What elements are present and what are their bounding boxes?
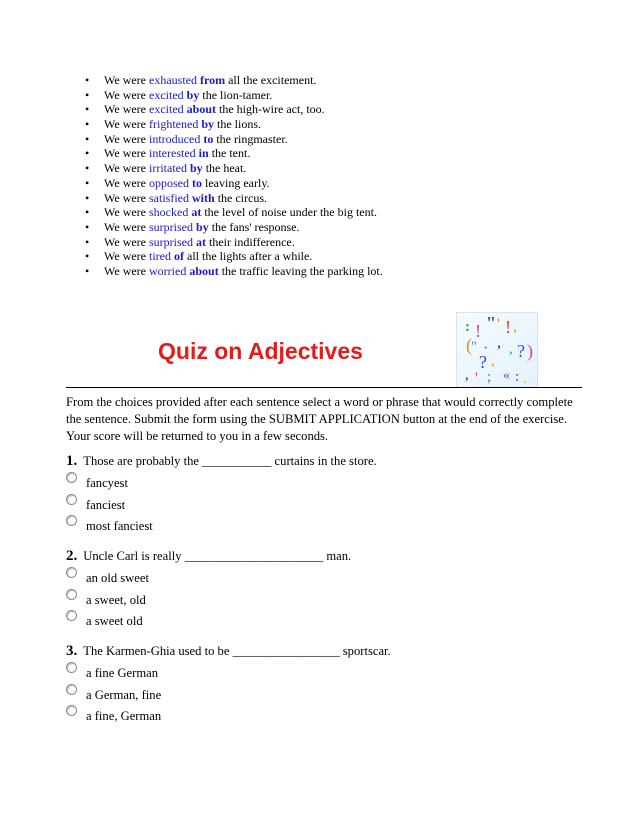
question-text: Uncle Carl is really ______________________ man. [83,549,352,563]
option-label: a sweet old [86,614,143,628]
sentence-rest: the heat. [202,161,247,176]
svg-text:,: , [509,341,513,357]
bullet-icon: • [85,219,90,234]
preposition: by [201,117,215,132]
svg-text:.: . [523,372,527,387]
bullet-icon: • [85,146,90,161]
preposition: at [191,205,202,220]
sentence-prefix: We were [104,161,150,176]
question-2 [66,548,351,565]
adjective: shocked [149,205,189,220]
sentence-prefix: We were [104,190,150,205]
option-label: an old sweet [86,571,149,585]
svg-text::: : [515,369,520,385]
svg-text::: : [465,319,470,335]
sentence-item [84,205,383,220]
adjective: tired [149,249,172,264]
bullet-icon: • [85,131,90,146]
adjective: excited [149,102,184,117]
sentence-rest: the lions. [214,117,262,132]
bullet-icon: • [85,205,90,220]
sentence-item [84,176,383,191]
adjective: opposed [149,175,190,190]
sentence-item [84,235,383,250]
option-label: fanciest [86,497,126,512]
preposition: to [192,175,203,190]
preposition: by [190,161,203,176]
svg-text:;: ; [487,369,492,385]
sentence-rest: the fans' response. [208,219,300,234]
preposition: of [174,249,185,264]
preposition: with [192,190,215,205]
svg-text:": " [486,313,496,333]
sentence-prefix: We were [104,205,150,220]
option-label: a fine German [86,666,159,680]
option-label: a German, fine [86,687,162,702]
radio-button[interactable] [66,589,77,600]
bullet-icon: • [85,175,90,190]
sentence-item [84,264,383,279]
sentence-prefix: We were [104,263,150,278]
bullet-icon: • [85,73,90,87]
svg-text:«: « [503,368,510,383]
radio-button[interactable] [66,684,77,695]
preposition: to [203,131,214,146]
quiz-title: Quiz on Adjectives [158,338,363,364]
sentence-prefix: We were [104,146,150,161]
sentence-item [84,73,383,88]
preposition: from [200,73,226,87]
svg-text:,: , [497,334,501,351]
radio-button[interactable] [66,515,77,526]
bullet-icon: • [85,117,90,132]
svg-text:': ' [497,316,500,333]
adjective: surprised [149,234,194,249]
sentence-rest: the lion-tamer. [199,87,273,102]
adjective: exhausted [149,73,197,87]
sentence-rest: the high-wire act, too. [216,102,325,117]
sentence-rest: leaving early. [202,175,270,190]
bullet-icon: • [85,249,90,264]
adjective: interested [149,146,196,161]
svg-text:?: ? [517,341,525,361]
radio-button[interactable] [66,494,77,505]
question-text: The Karmen-Ghia used to be _________________ sportscar. [83,644,391,658]
preposition: about [186,102,217,117]
sentence-rest: their indifference. [206,234,295,249]
sentence-item [84,132,383,147]
sentence-rest: all the excitement. [225,73,317,87]
bullet-icon: • [85,234,90,249]
sentence-rest: the level of noise under the big tent. [201,205,377,220]
preposition: by [196,219,209,234]
radio-button[interactable] [66,662,77,673]
preposition: about [189,263,219,278]
question-3 [66,643,391,660]
adjective: surprised [149,219,194,234]
section-divider [66,387,582,388]
svg-text:': ' [475,370,478,387]
svg-text:,: , [491,354,495,369]
option-label: a sweet, old [86,592,146,607]
punctuation-marks-icon [456,312,538,388]
option-label: a fine, German [86,709,162,723]
question-number: 1. [66,453,78,469]
preposition: by [186,87,200,102]
sentence-item [84,146,383,161]
bullet-icon: • [85,87,90,102]
example-sentence-list [84,73,383,279]
sentence-item [84,249,383,264]
sentence-item [84,88,383,103]
adjective: satisfied [149,190,190,205]
svg-text:!: ! [475,321,481,341]
question-text: Those are probably the ___________ curtains in the store. [83,454,377,468]
svg-text:!: ! [505,317,511,337]
radio-button[interactable] [66,567,77,578]
sentence-rest: the tent. [208,146,251,161]
adjective: worried [149,263,187,278]
bullet-icon: • [85,161,90,176]
sentence-prefix: We were [104,175,150,190]
adjective: introduced [149,131,201,146]
question-number: 3. [66,643,78,659]
svg-text:?: ? [479,352,487,372]
sentence-item [84,102,383,117]
sentence-prefix: We were [104,73,150,87]
sentence-prefix: We were [104,117,150,132]
adjective: excited [149,87,184,102]
sentence-rest: all the lights after a while. [184,249,313,264]
sentence-prefix: We were [104,102,150,117]
radio-button[interactable] [66,705,77,716]
sentence-prefix: We were [104,87,150,102]
option-label: most fanciest [86,519,153,533]
sentence-prefix: We were [104,219,150,234]
bullet-icon: • [85,263,90,278]
sentence-rest: the traffic leaving the parking lot. [218,263,383,278]
svg-text:": " [471,339,478,355]
radio-button[interactable] [66,472,77,483]
svg-text:,: , [465,367,469,383]
preposition: in [198,146,209,161]
sentence-item [84,161,383,176]
sentence-prefix: We were [104,234,150,249]
sentence-item [84,220,383,235]
quiz-instructions: From the choices provided after each sentence select a word or phrase that would correctly complete the sentence. Submit the form using the SUBMIT APPLICATION button at the end of the exercise. Your score will be returned to you in a few seconds. [66,395,573,443]
adjective: frightened [149,117,199,132]
sentence-rest: the ringmaster. [213,131,288,146]
preposition: at [196,234,207,249]
sentence-item [84,117,383,132]
sentence-rest: the circus. [214,190,267,205]
question-1 [66,453,377,470]
sentence-prefix: We were [104,131,150,146]
svg-text:·: · [483,340,489,357]
radio-button[interactable] [66,610,77,621]
option-label: fancyest [86,476,128,490]
svg-text:,: , [513,318,517,335]
sentence-item [84,191,383,206]
question-number: 2. [66,548,78,564]
sentence-prefix: We were [104,249,150,264]
bullet-icon: • [85,102,90,117]
svg-text:(: ( [466,335,472,355]
bullet-icon: • [85,190,90,205]
svg-text:): ) [527,341,533,361]
adjective: irritated [149,161,187,176]
